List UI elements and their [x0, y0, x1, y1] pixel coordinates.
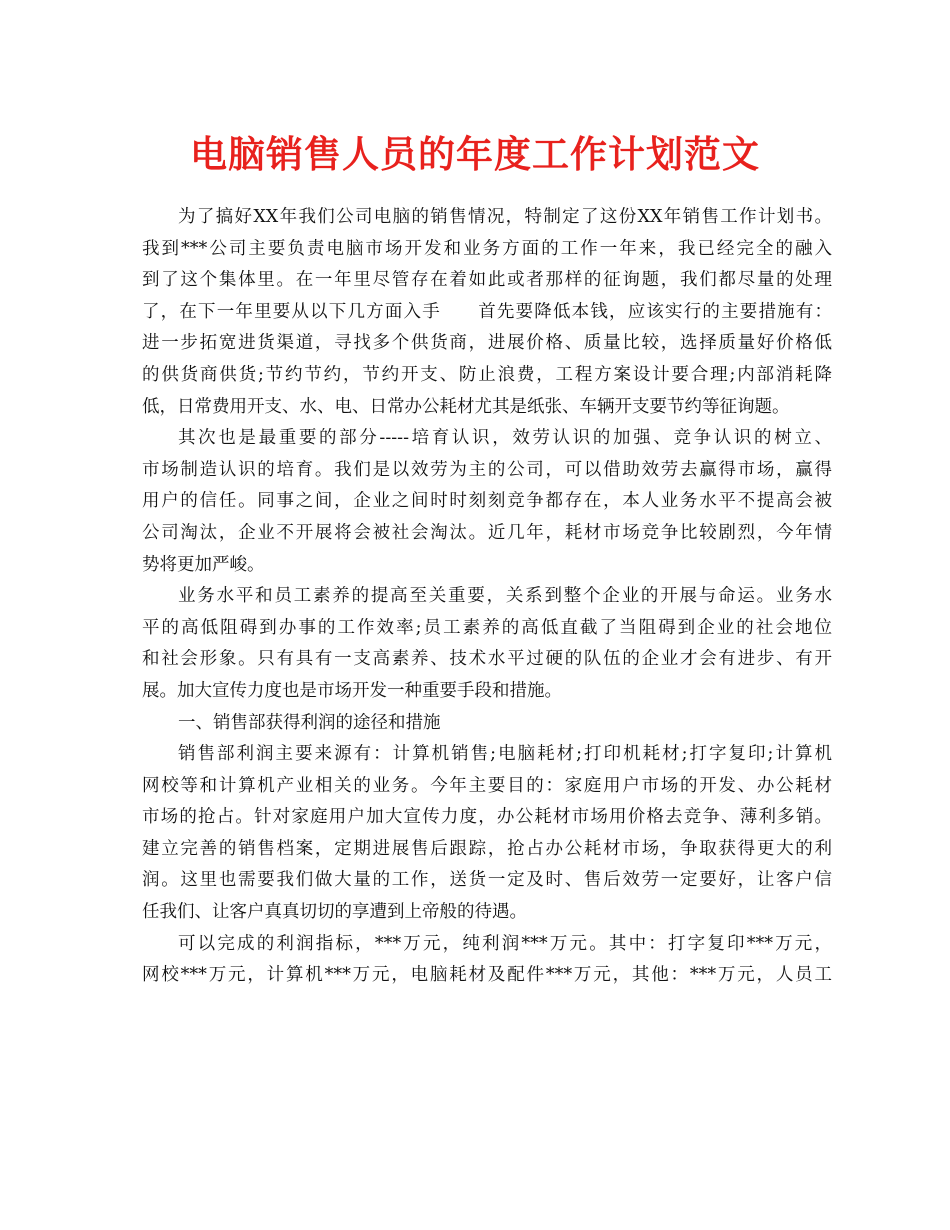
- text-line: 的供货商供货;节约节约，节约开支、防止浪费，工程方案设计要合理;内部消耗降: [142, 364, 832, 385]
- text-line: 平的高低阻碍到办事的工作效率;员工素养的高低直截了当阻碍到企业的社会地位: [142, 617, 832, 638]
- text-line: 其次也是最重要的部分-----培育认识，效劳认识的加强、竞争认识的树立、: [178, 428, 832, 449]
- text-line: 任我们、让客户真真切切的享遭到上帝般的待遇。: [142, 902, 527, 923]
- text-line: 一、销售部获得利润的途径和措施: [178, 712, 441, 733]
- text-line: 我到***公司主要负责电脑市场开发和业务方面的工作一年来，我已经完全的融入: [142, 238, 832, 259]
- text-line: 和社会形象。只有具有一支高素养、技术水平过硬的队伍的企业才会有进步、有开: [142, 649, 832, 670]
- text-line: 网校等和计算机产业相关的业务。今年主要目的：家庭用户市场的开发、办公耗材: [142, 775, 832, 796]
- text-line: 业务水平和员工素养的提高至关重要，关系到整个企业的开展与命运。业务水: [178, 586, 832, 607]
- document-body: [142, 202, 832, 992]
- text-line: 公司淘汰，企业不开展将会被社会淘汰。近几年，耗材市场竞争比较剧烈，今年情: [142, 522, 832, 543]
- text-line: 势将更加严峻。: [142, 554, 265, 575]
- text-line: 用户的信任。同事之间，企业之间时时刻刻竞争都存在，本人业务水平不提高会被: [142, 491, 832, 512]
- text-line: 低，日常费用开支、水、电、日常办公耗材尤其是纸张、车辆开支要节约等征询题。: [142, 396, 790, 417]
- text-line: 到了这个集体里。在一年里尽管存在着如此或者那样的征询题，我们都尽量的处理: [142, 270, 832, 291]
- text-line: 了，在下一年里要从以下几方面入手 首先要降低本钱，应该实行的主要措施有：: [142, 301, 832, 322]
- document-title: 电脑销售人员的年度工作计划范文: [190, 133, 760, 176]
- text-line: 建立完善的销售档案，定期进展售后跟踪，抢占办公耗材市场，争取获得更大的利: [142, 838, 832, 859]
- text-line: 市场的抢占。针对家庭用户加大宣传力度，办公耗材市场用价格去竞争、薄利多销。: [142, 807, 832, 828]
- text-line: 润。这里也需要我们做大量的工作，送货一定及时、售后效劳一定要好，让客户信: [142, 870, 832, 891]
- text-line: 进一步拓宽进货渠道，寻找多个供货商，进展价格、质量比较，选择质量好价格低: [142, 333, 832, 354]
- text-line: 为了搞好XX年我们公司电脑的销售情况，特制定了这份XX年销售工作计划书。: [178, 207, 832, 227]
- text-line: 展。加大宣传力度也是市场开发一种重要手段和措施。: [142, 680, 562, 701]
- text-line: 可以完成的利润指标，***万元，纯利润***万元。其中：打字复印***万元，: [178, 933, 832, 954]
- text-line: 销售部利润主要来源有：计算机销售;电脑耗材;打印机耗材;打字复印;计算机: [178, 744, 832, 765]
- text-line: 市场制造认识的培育。我们是以效劳为主的公司，可以借助效劳去赢得市场，赢得: [142, 459, 832, 480]
- text-line: 网校***万元，计算机***万元，电脑耗材及配件***万元，其他：***万元，人员工: [142, 965, 832, 986]
